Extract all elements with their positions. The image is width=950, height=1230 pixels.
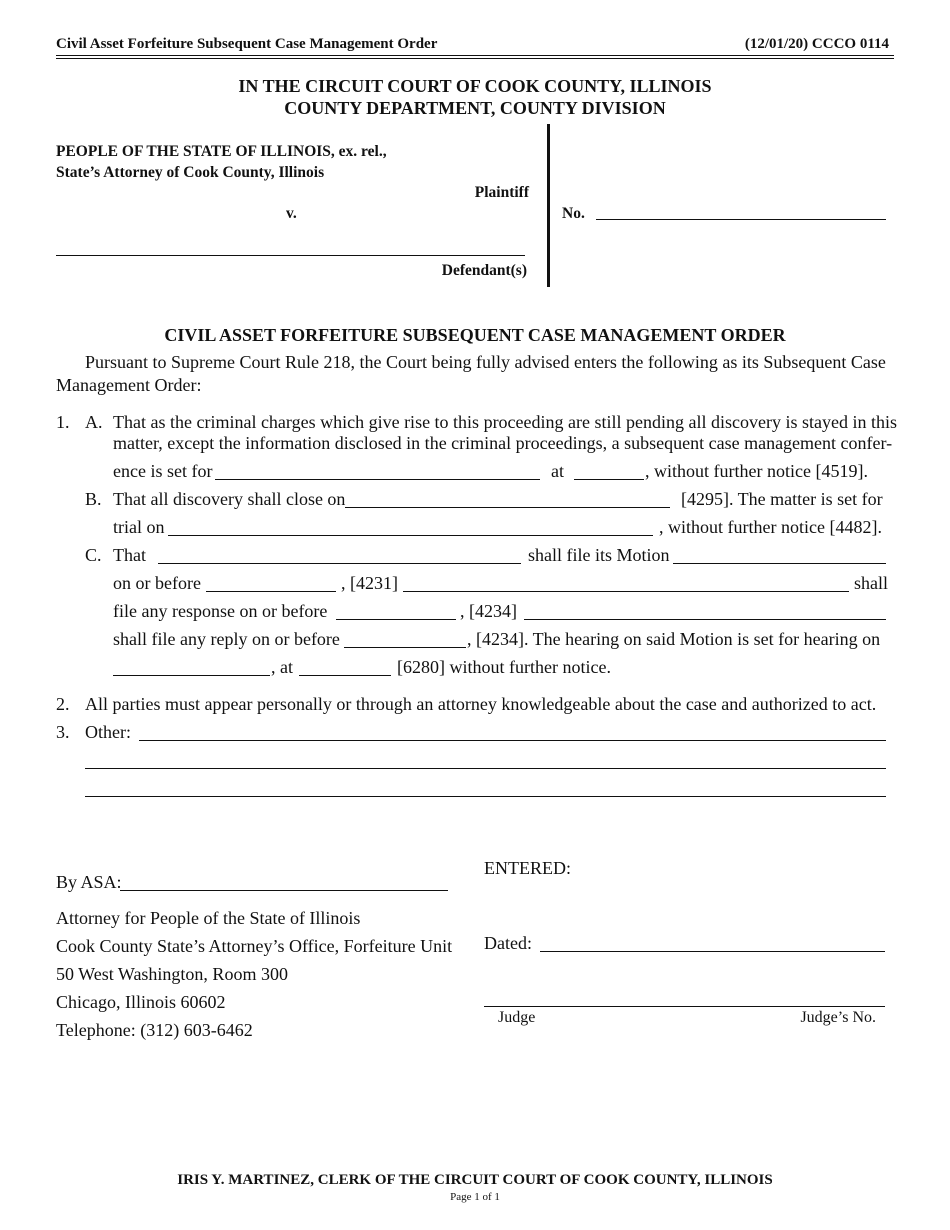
plaintiff-label: Plaintiff [474, 184, 529, 201]
item1b-line1-end: [4295]. The matter is set for [681, 489, 883, 509]
by-asa-label: By ASA: [56, 872, 122, 892]
versus: v. [286, 205, 297, 222]
item1a-line3-end: , without further notice [4519]. [645, 461, 868, 481]
judges-no-label: Judge’s No. [800, 1009, 876, 1026]
item1a-at: at [551, 461, 564, 481]
other-field-line2[interactable] [85, 768, 886, 769]
form-code: (12/01/20) CCCO 0114 [744, 36, 889, 52]
item1c-line2-code: , [4231] [341, 573, 398, 593]
item1b-line2-end: , without further notice [4482]. [659, 517, 882, 537]
caption-divider [547, 124, 550, 287]
judge-signature-field[interactable] [484, 1006, 885, 1007]
office-telephone: Telephone: (312) 603-6462 [56, 1020, 253, 1040]
item1c-line5-end: [6280] without further notice. [397, 657, 611, 677]
other-field-line3[interactable] [85, 796, 886, 797]
attorney-for: Attorney for People of the State of Illinois [56, 908, 361, 928]
item1c-line2-end: shall [854, 573, 888, 593]
motion-file-date-field[interactable] [206, 591, 336, 592]
hearing-time-field[interactable] [299, 675, 391, 676]
dated-field[interactable] [540, 951, 885, 952]
cmc-time-field[interactable] [574, 479, 644, 480]
item1a-line2: matter, except the information disclosed in the criminal proceedings, a subsequent case management confer- [113, 433, 893, 453]
discovery-close-date-field[interactable] [345, 507, 670, 508]
dated-label: Dated: [484, 933, 532, 953]
item2-number: 2. [56, 694, 70, 714]
form-title: Civil Asset Forfeiture Subsequent Case Management Order [56, 36, 438, 52]
intro-text-2: Management Order: [56, 375, 202, 395]
office-name: Cook County State’s Attorney’s Office, Forfeiture Unit [56, 936, 453, 956]
page-number: Page 1 of 1 [450, 1191, 500, 1203]
item1c-line1-start: That [113, 545, 146, 565]
asa-signature-field[interactable] [120, 890, 448, 891]
case-no-field[interactable] [596, 219, 886, 220]
intro-text-1: Pursuant to Supreme Court Rule 218, the Court being fully advised enters the following as its Subsequent Case [85, 352, 886, 372]
office-address2: Chicago, Illinois 60602 [56, 992, 226, 1012]
judge-label: Judge [498, 1009, 536, 1026]
item1a-line3-start: ence is set for [113, 461, 213, 481]
motion-field[interactable] [673, 563, 886, 564]
hearing-date-field[interactable] [113, 675, 270, 676]
item1c-line3-code: , [4234] [460, 601, 517, 621]
item1c-line5-at: , at [271, 657, 293, 677]
header-rule-top [56, 55, 894, 56]
reply-party-field[interactable] [524, 619, 886, 620]
item1b-line1-start: That all discovery shall close on [113, 489, 346, 509]
other-field-line1[interactable] [139, 740, 886, 741]
item1-number: 1. [56, 412, 70, 432]
item1c-line4-end: , [4234]. The hearing on said Motion is set for hearing on [467, 629, 881, 649]
defendant-field[interactable] [56, 255, 525, 256]
item1b-label: B. [85, 489, 102, 509]
movant-field[interactable] [158, 563, 521, 564]
plaintiff-line2: State’s Attorney of Cook County, Illinois [56, 164, 325, 181]
case-no-label: No. [562, 205, 585, 222]
item1c-line2-start: on or before [113, 573, 201, 593]
item1b-line2-start: trial on [113, 517, 165, 537]
item1a-label: A. [85, 412, 103, 432]
item1a-line1: That as the criminal charges which give rise to this proceeding are still pending all discovery is stayed in this [113, 412, 897, 432]
item1c-line4-start: shall file any reply on or before [113, 629, 340, 649]
plaintiff-line1: PEOPLE OF THE STATE OF ILLINOIS, ex. rel., [56, 143, 387, 160]
item1c-line1-mid: shall file its Motion [528, 545, 670, 565]
item3-label: Other: [85, 722, 131, 742]
defendant-label: Defendant(s) [441, 262, 527, 279]
order-title: CIVIL ASSET FORFEITURE SUBSEQUENT CASE MANAGEMENT ORDER [164, 325, 786, 345]
reply-date-field[interactable] [344, 647, 466, 648]
item1c-label: C. [85, 545, 102, 565]
item3-number: 3. [56, 722, 70, 742]
court-department: COUNTY DEPARTMENT, COUNTY DIVISION [284, 98, 666, 118]
clerk-footer: IRIS Y. MARTINEZ, CLERK OF THE CIRCUIT COURT OF COOK COUNTY, ILLINOIS [177, 1172, 773, 1188]
respondent-field[interactable] [403, 591, 849, 592]
trial-date-field[interactable] [168, 535, 653, 536]
item1c-line3-start: file any response on or before [113, 601, 328, 621]
response-date-field[interactable] [336, 619, 456, 620]
entered-label: ENTERED: [484, 858, 571, 878]
cmc-date-field[interactable] [215, 479, 540, 480]
office-address1: 50 West Washington, Room 300 [56, 964, 288, 984]
court-name: IN THE CIRCUIT COURT OF COOK COUNTY, ILLINOIS [238, 76, 712, 96]
header-rule-bottom [56, 58, 894, 59]
item2-text: All parties must appear personally or through an attorney knowledgeable about the case and authorized to act. [85, 694, 877, 714]
